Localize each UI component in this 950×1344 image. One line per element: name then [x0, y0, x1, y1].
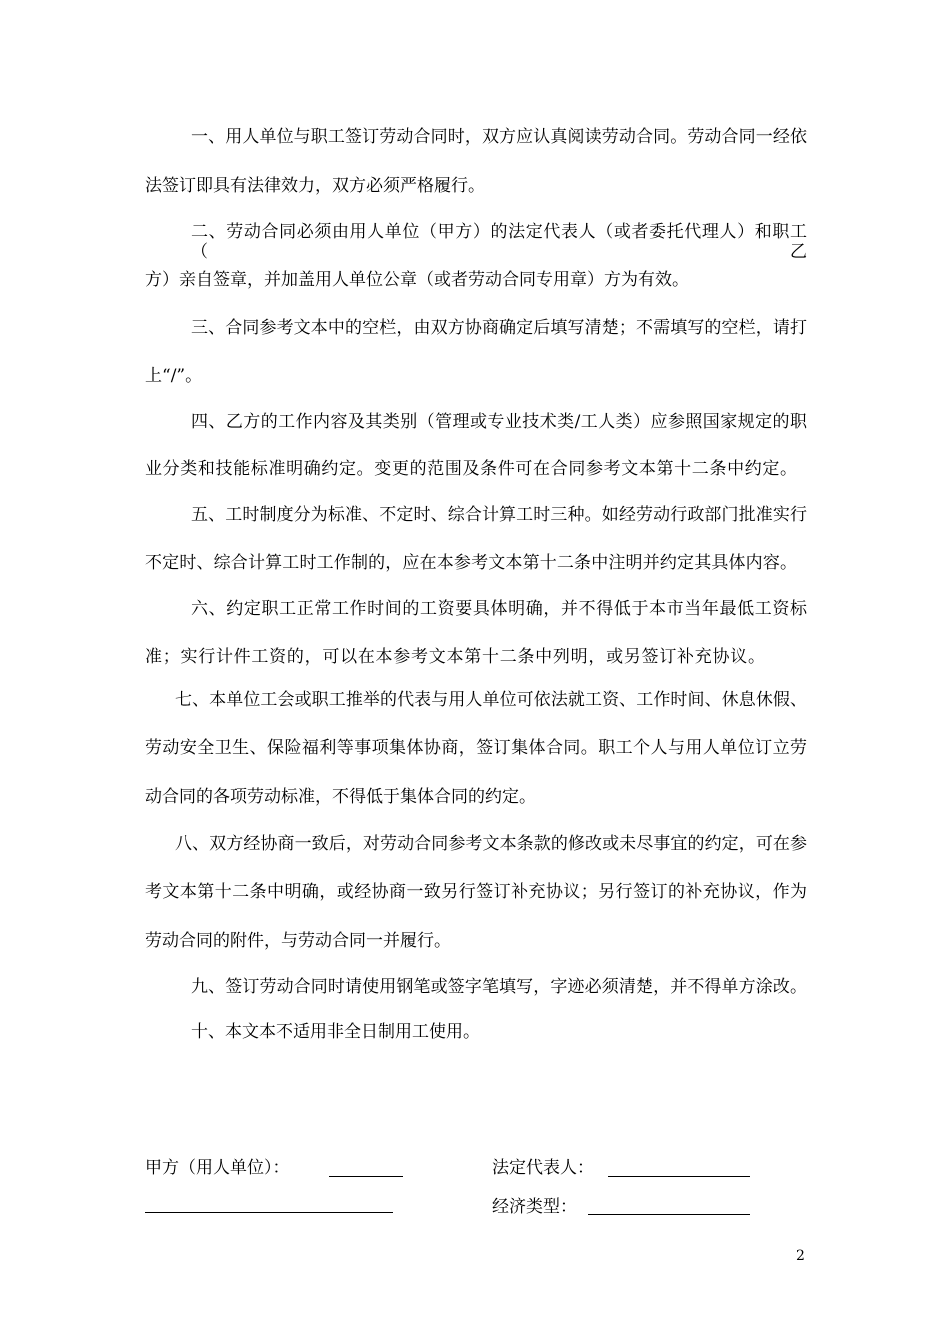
- legal-representative-label: 法定代表人：: [492, 1158, 594, 1178]
- clause-2-line-2: 方）亲自签章，并加盖用人单位公章（或者劳动合同专用章）方为有效。: [145, 270, 689, 290]
- economic-type-label: 经济类型：: [492, 1197, 577, 1217]
- economic-type-blank[interactable]: [588, 1214, 750, 1215]
- clause-3-line-1: 三、合同参考文本中的空栏，由双方协商确定后填写清楚；不需填写的空栏，请打: [191, 318, 807, 338]
- clause-1-line-2: 法签订即具有法律效力，双方必须严格履行。: [145, 176, 485, 196]
- party-a-blank[interactable]: [329, 1176, 403, 1177]
- clause-8-line-3: 劳动合同的附件，与劳动合同一并履行。: [145, 931, 451, 951]
- clause-10-line-1: 十、本文本不适用非全日制用工使用。: [191, 1022, 480, 1042]
- clause-7-line-3: 动合同的各项劳动标准，不得低于集体合同的约定。: [145, 787, 536, 807]
- clause-7-line-2: 劳动安全卫生、保险福利等事项集体协商，签订集体合同。职工个人与用人单位订立劳: [145, 738, 807, 758]
- clause-5-line-2: 不定时、综合计算工时工作制的，应在本参考文本第十二条中注明并约定其具体内容。: [145, 553, 797, 573]
- clause-4-line-1: 四、乙方的工作内容及其类别（管理或专业技术类/工人类）应参照国家规定的职: [191, 412, 807, 432]
- legal-representative-blank[interactable]: [608, 1176, 750, 1177]
- party-a-name-blank[interactable]: [145, 1212, 393, 1213]
- clause-6-line-2: 准；实行计件工资的，可以在本参考文本第十二条中列明，或另签订补充协议。: [145, 647, 765, 667]
- party-a-label: 甲方（用人单位）：: [145, 1158, 290, 1178]
- clause-9-line-1: 九、签订劳动合同时请使用钢笔或签字笔填写，字迹必须清楚，并不得单方涂改。: [191, 977, 807, 997]
- clause-8-line-1: 八、双方经协商一致后，对劳动合同参考文本条款的修改或未尽事宜的约定，可在参: [175, 834, 807, 854]
- clause-8-line-2: 考文本第十二条中明确，或经协商一致另行签订补充协议；另行签订的补充协议，作为: [145, 882, 807, 902]
- clause-3-line-2: 上“/”。: [145, 366, 203, 386]
- clause-6-line-1: 六、约定职工正常工作时间的工资要具体明确，并不得低于本市当年最低工资标: [191, 599, 807, 619]
- clause-5-line-1: 五、工时制度分为标准、不定时、综合计算工时三种。如经劳动行政部门批准实行: [191, 505, 807, 525]
- clause-2-line-1: 二、劳动合同必须由用人单位（甲方）的法定代表人（或者委托代理人）和职工（乙: [191, 222, 807, 262]
- page-number: 2: [796, 1248, 805, 1264]
- clause-4-line-2: 业分类和技能标准明确约定。变更的范围及条件可在合同参考文本第十二条中约定。: [145, 459, 797, 479]
- clause-1-line-1: 一、用人单位与职工签订劳动合同时，双方应认真阅读劳动合同。劳动合同一经依: [191, 127, 807, 147]
- clause-7-line-1: 七、本单位工会或职工推举的代表与用人单位可依法就工资、工作时间、休息休假、: [175, 690, 807, 710]
